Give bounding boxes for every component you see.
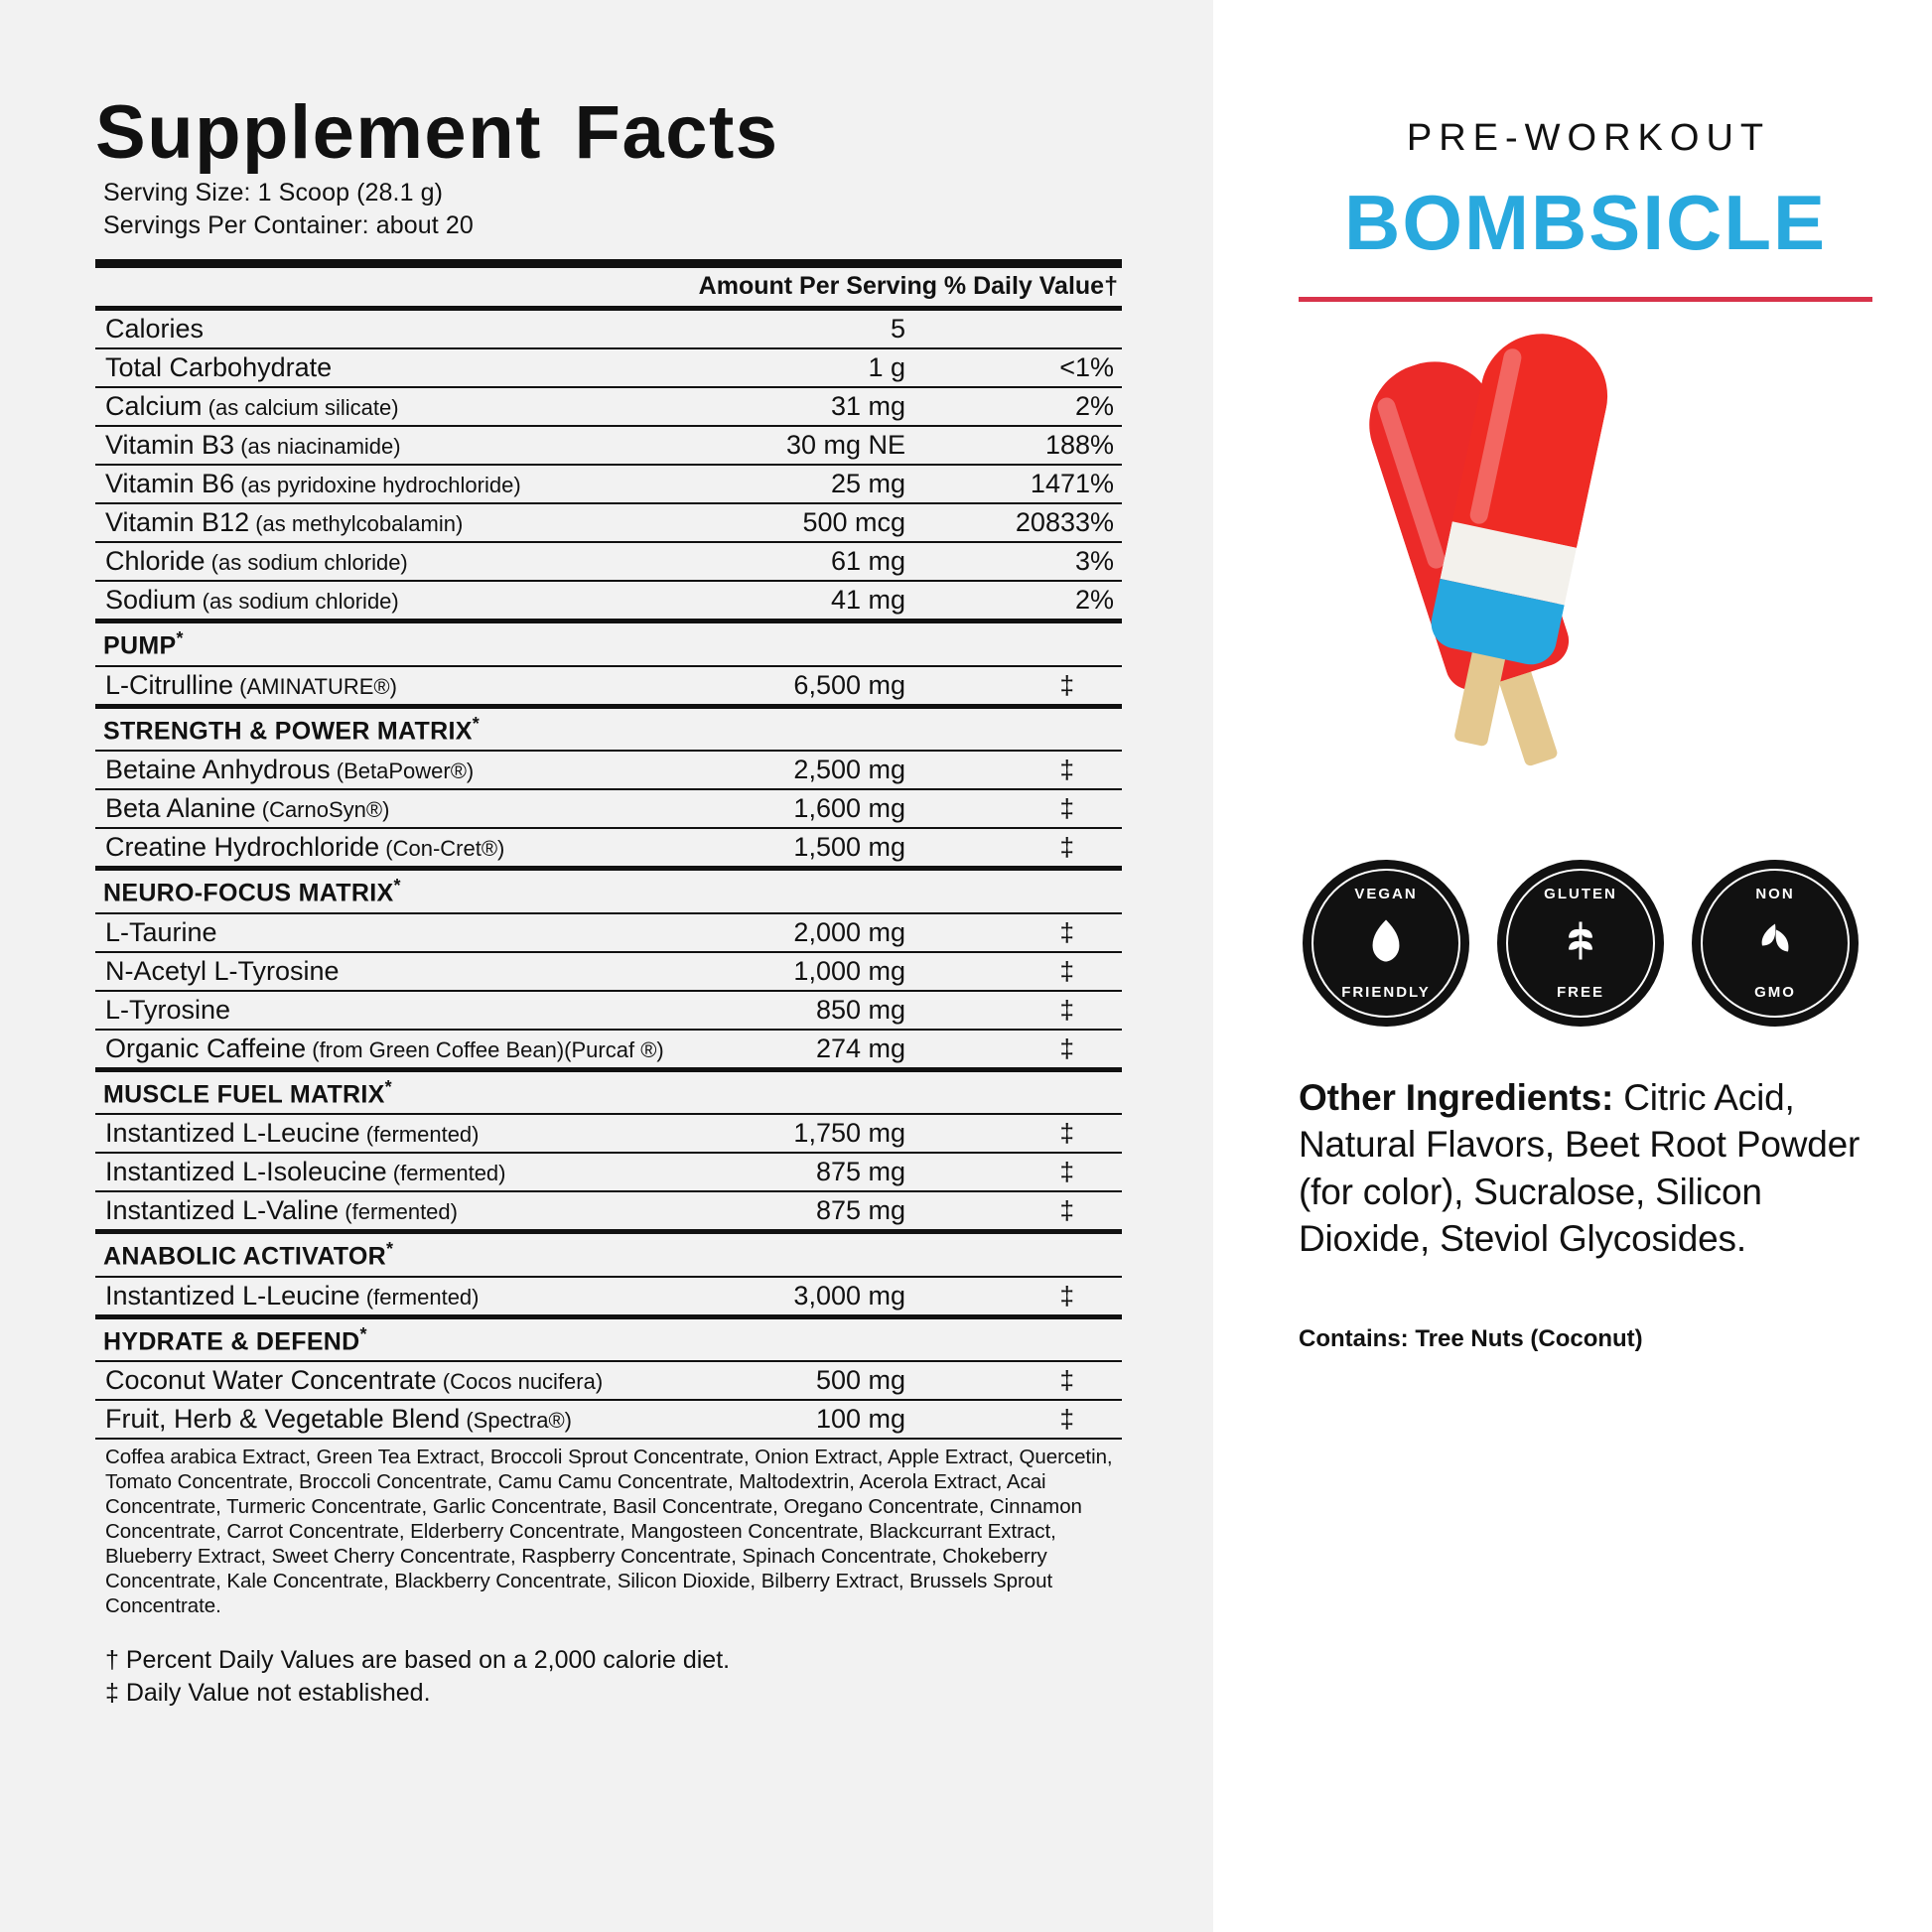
footnotes: [95, 1644, 1132, 1710]
nutrient-daily-value: ‡: [939, 751, 1122, 789]
nutrient-name: Total Carbohydrate: [95, 348, 691, 387]
nutrient-name: Beta Alanine (CarnoSyn®): [95, 789, 691, 828]
table-row: [95, 1030, 1122, 1070]
nutrient-daily-value: ‡: [939, 1114, 1122, 1153]
table-header-daily-value: % Daily Value†: [939, 264, 1122, 309]
nutrient-amount: 500 mcg: [691, 503, 939, 542]
nutrient-amount: 875 mg: [691, 1153, 939, 1191]
blend-ingredients-text: Coffea arabica Extract, Green Tea Extract, Broccoli Sprout Concentrate, Onion Extract, Apple Extract, Quercetin, Tomato Concentrate, Broccoli Concentrate, Camu Camu Concentrate, Maltodextrin, Acerola Extract, Acai Concentrate, Turmeric Concentrate, Garlic Concentrate, Basil Concentrate, Oregano Concentrate, Cinnamon Concentrate, Carrot Concentrate, Elderberry Concentrate, Mangosteen Concentrate, Blackcurrant Extract, Blueberry Extract, Sweet Cherry Concentrate, Raspberry Concentrate, Spinach Concentrate, Chokeberry Concentrate, Kale Concentrate, Blackberry Concentrate, Silicon Dioxide, Bilberry Extract, Brussels Sprout Concentrate.: [105, 1446, 1113, 1617]
table-row: [95, 751, 1122, 789]
wheat-icon: [1552, 912, 1609, 975]
table-row: [95, 1277, 1122, 1317]
nutrient-amount: 30 mg NE: [691, 426, 939, 465]
table-row: [95, 348, 1122, 387]
nutrient-name: L-Tyrosine: [95, 991, 691, 1030]
nutrient-daily-value: ‡: [939, 1030, 1122, 1070]
table-row: [95, 913, 1122, 952]
table-row: [95, 1114, 1122, 1153]
table-group-row: [95, 869, 1122, 913]
badge-bottom-label: FREE: [1556, 984, 1604, 1001]
nutrient-daily-value: ‡: [939, 1153, 1122, 1191]
badge-top-label: GLUTEN: [1544, 886, 1617, 902]
table-group-row: [95, 1316, 1122, 1361]
table-row: [95, 465, 1122, 503]
leaf-icon: [1359, 914, 1413, 973]
badge-gluten-free: [1497, 860, 1664, 1027]
group-label: NEURO-FOCUS MATRIX*: [95, 869, 1122, 913]
nutrient-name: Instantized L-Leucine (fermented): [95, 1277, 691, 1317]
nutrient-amount: 61 mg: [691, 542, 939, 581]
nutrient-name: Vitamin B6 (as pyridoxine hydrochloride): [95, 465, 691, 503]
other-ingredients: [1299, 1074, 1872, 1262]
nutrient-daily-value: ‡: [939, 1191, 1122, 1232]
group-label: HYDRATE & DEFEND*: [95, 1316, 1122, 1361]
table-group-row: [95, 1069, 1122, 1114]
nutrient-amount: 31 mg: [691, 387, 939, 426]
group-label: MUSCLE FUEL MATRIX*: [95, 1069, 1122, 1114]
nutrient-name: Instantized L-Isoleucine (fermented): [95, 1153, 691, 1191]
badge-bottom-label: GMO: [1754, 984, 1796, 1001]
nutrient-amount: 1 g: [691, 348, 939, 387]
other-ingredients-label: Other Ingredients:: [1299, 1077, 1614, 1118]
table-header-amount: Amount Per Serving: [691, 264, 939, 309]
nutrient-daily-value: 188%: [939, 426, 1122, 465]
badge-top-label: NON: [1755, 886, 1795, 902]
table-row: [95, 581, 1122, 621]
nutrient-name: Fruit, Herb & Vegetable Blend (Spectra®): [95, 1400, 691, 1439]
certification-badges: [1299, 860, 1872, 1027]
nutrient-amount: 1,000 mg: [691, 952, 939, 991]
nutrient-name: Calcium (as calcium silicate): [95, 387, 691, 426]
page-title: Supplement Facts: [95, 90, 779, 175]
nutrient-name: Calories: [95, 309, 691, 349]
nutrient-daily-value: 1471%: [939, 465, 1122, 503]
nutrient-name: L-Citrulline (AMINATURE®): [95, 666, 691, 707]
product-kicker: PRE-WORKOUT: [1406, 117, 1771, 159]
footnote-daily-values: † Percent Daily Values are based on a 2,000 calorie diet.: [105, 1646, 731, 1674]
nutrient-name: N-Acetyl L-Tyrosine: [95, 952, 691, 991]
badge-bottom-label: FRIENDLY: [1341, 984, 1431, 1001]
nutrient-amount: 2,500 mg: [691, 751, 939, 789]
nutrient-amount: 850 mg: [691, 991, 939, 1030]
popsicle-illustration: [1299, 326, 1872, 842]
nutrient-amount: 100 mg: [691, 1400, 939, 1439]
table-row: [95, 426, 1122, 465]
table-group-row: [95, 1232, 1122, 1277]
table-row: [95, 1361, 1122, 1400]
nutrient-name: Vitamin B3 (as niacinamide): [95, 426, 691, 465]
table-row: [95, 991, 1122, 1030]
footnote-no-dv: ‡ Daily Value not established.: [105, 1679, 431, 1707]
nutrient-daily-value: [939, 309, 1122, 349]
badge-vegan-friendly: [1303, 860, 1469, 1027]
nutrient-name: Instantized L-Leucine (fermented): [95, 1114, 691, 1153]
nutrient-amount: 274 mg: [691, 1030, 939, 1070]
nutrient-name: Organic Caffeine (from Green Coffee Bean)(Purcaf ®): [95, 1030, 691, 1070]
nutrient-amount: 3,000 mg: [691, 1277, 939, 1317]
popsicle-tricolor-icon: [1494, 323, 1618, 349]
table-group-row: [95, 621, 1122, 666]
nutrient-daily-value: <1%: [939, 348, 1122, 387]
nutrient-amount: 500 mg: [691, 1361, 939, 1400]
nutrient-name: Sodium (as sodium chloride): [95, 581, 691, 621]
nutrient-daily-value: 2%: [939, 581, 1122, 621]
nutrient-amount: 25 mg: [691, 465, 939, 503]
allergen-statement: Contains: Tree Nuts (Coconut): [1299, 1325, 1643, 1353]
nutrient-name: Creatine Hydrochloride (Con-Cret®): [95, 828, 691, 869]
nutrient-daily-value: ‡: [939, 952, 1122, 991]
nutrient-amount: 1,750 mg: [691, 1114, 939, 1153]
nutrient-daily-value: 3%: [939, 542, 1122, 581]
nutrient-daily-value: ‡: [939, 991, 1122, 1030]
nutrient-daily-value: ‡: [939, 666, 1122, 707]
badge-non-gmo: [1692, 860, 1859, 1027]
table-row: [95, 952, 1122, 991]
other-ingredients-text: Citric Acid, Natural Flavors, Beet Root Powder (for color), Sucralose, Silicon Dioxide, Steviol Glycosides.: [1299, 1077, 1861, 1260]
nutrient-amount: 41 mg: [691, 581, 939, 621]
accent-rule: [1299, 297, 1872, 302]
table-row: [95, 1400, 1122, 1439]
table-row: [95, 309, 1122, 349]
popsicle-red-icon: [1353, 345, 1474, 385]
table-row: [95, 828, 1122, 869]
supplement-facts-table: [95, 259, 1122, 1441]
nutrient-amount: 1,600 mg: [691, 789, 939, 828]
nutrient-amount: 5: [691, 309, 939, 349]
group-label: PUMP*: [95, 621, 1122, 666]
table-row: [95, 789, 1122, 828]
nutrient-amount: 1,500 mg: [691, 828, 939, 869]
nutrient-name: Vitamin B12 (as methylcobalamin): [95, 503, 691, 542]
nutrient-name: Instantized L-Valine (fermented): [95, 1191, 691, 1232]
leaf-icon: [1746, 912, 1804, 975]
group-label: ANABOLIC ACTIVATOR*: [95, 1232, 1122, 1277]
badge-top-label: VEGAN: [1354, 886, 1418, 902]
nutrient-name: Chloride (as sodium chloride): [95, 542, 691, 581]
serving-size: Serving Size: 1 Scoop (28.1 g): [103, 179, 444, 207]
table-header-row: [95, 264, 1122, 309]
nutrient-amount: 6,500 mg: [691, 666, 939, 707]
product-flavor-name: BOMBSICLE: [1344, 179, 1827, 266]
table-row: [95, 387, 1122, 426]
table-row: [95, 1153, 1122, 1191]
nutrient-daily-value: 2%: [939, 387, 1122, 426]
table-group-row: [95, 706, 1122, 751]
table-header-blank: [95, 264, 691, 309]
group-label: STRENGTH & POWER MATRIX*: [95, 706, 1122, 751]
nutrient-name: L-Taurine: [95, 913, 691, 952]
nutrient-daily-value: ‡: [939, 828, 1122, 869]
nutrient-name: Betaine Anhydrous (BetaPower®): [95, 751, 691, 789]
table-row: [95, 1191, 1122, 1232]
nutrient-amount: 875 mg: [691, 1191, 939, 1232]
table-row: [95, 542, 1122, 581]
nutrient-daily-value: ‡: [939, 789, 1122, 828]
table-row: [95, 666, 1122, 707]
nutrient-amount: 2,000 mg: [691, 913, 939, 952]
nutrient-daily-value: ‡: [939, 913, 1122, 952]
table-row: [95, 503, 1122, 542]
nutrient-daily-value: ‡: [939, 1361, 1122, 1400]
nutrient-daily-value: ‡: [939, 1277, 1122, 1317]
nutrient-daily-value: 20833%: [939, 503, 1122, 542]
nutrient-name: Coconut Water Concentrate (Cocos nucifera): [95, 1361, 691, 1400]
product-info-panel: [1213, 0, 1932, 1932]
servings-per-container: Servings Per Container: about 20: [103, 210, 474, 239]
nutrient-daily-value: ‡: [939, 1400, 1122, 1439]
